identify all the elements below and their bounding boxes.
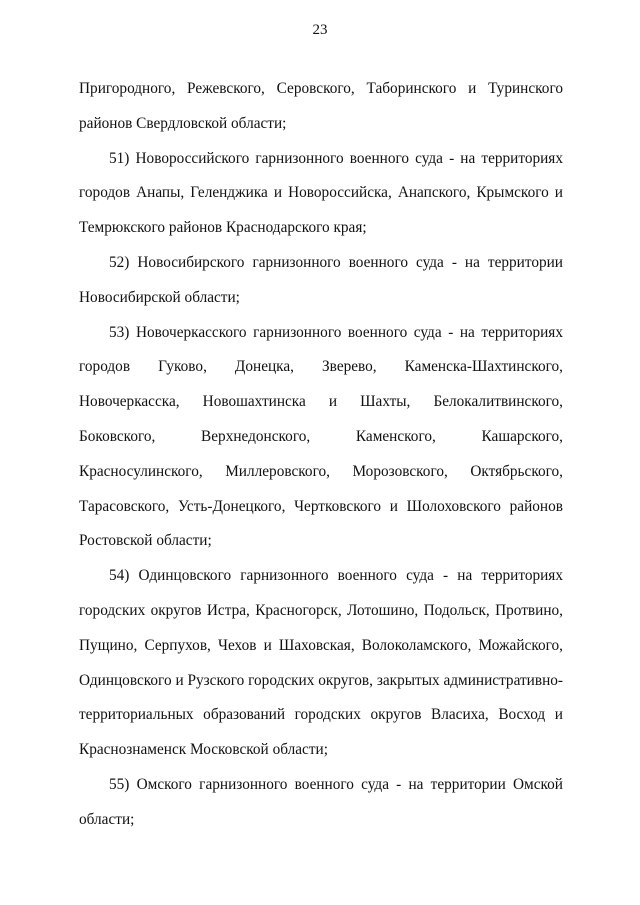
document-body: [79, 72, 563, 838]
paragraph-item-53: 53) Новочеркасского гарнизонного военного суда - на территориях городов Гуково, Донецка, Зверево, Каменска-Шахтинского, Новочеркасска, Новошахтинска и Шахты, Белокалитвинского, Боковского, Верхнедонского, Каменского, Кашарского, Красносулинского, Миллеровского, Морозовского, Октябрьского, Тарасовского, Усть-Донецкого, Чертковского и Шолоховского районов Ростовской области;: [79, 323, 563, 550]
page-number: 23: [312, 22, 328, 38]
paragraph-continuation: Пригородного, Режевского, Серовского, Таборинского и Туринского районов Свердловской области;: [79, 80, 563, 132]
paragraph-item-51: 51) Новороссийского гарнизонного военного суда - на территориях городов Анапы, Геленджика и Новороссийска, Анапского, Крымского и Темрюкского районов Краснодарского края;: [79, 149, 563, 237]
paragraph-item-55: 55) Омского гарнизонного военного суда - на территории Омской области;: [79, 775, 563, 828]
paragraph-item-54: 54) Одинцовского гарнизонного военного суда - на территориях городских округов Истра, Красногорск, Лотошино, Подольск, Протвино, Пущино, Серпухов, Чехов и Шаховская, Волоколамского, Можайского, Одинцовского и Рузского городских округов, закрытых административно-территориальных образований городских округов Власиха, Восход и Краснознаменск Московской области;: [79, 567, 563, 759]
paragraph-item-52: 52) Новосибирского гарнизонного военного суда - на территории Новосибирской области;: [79, 253, 563, 306]
